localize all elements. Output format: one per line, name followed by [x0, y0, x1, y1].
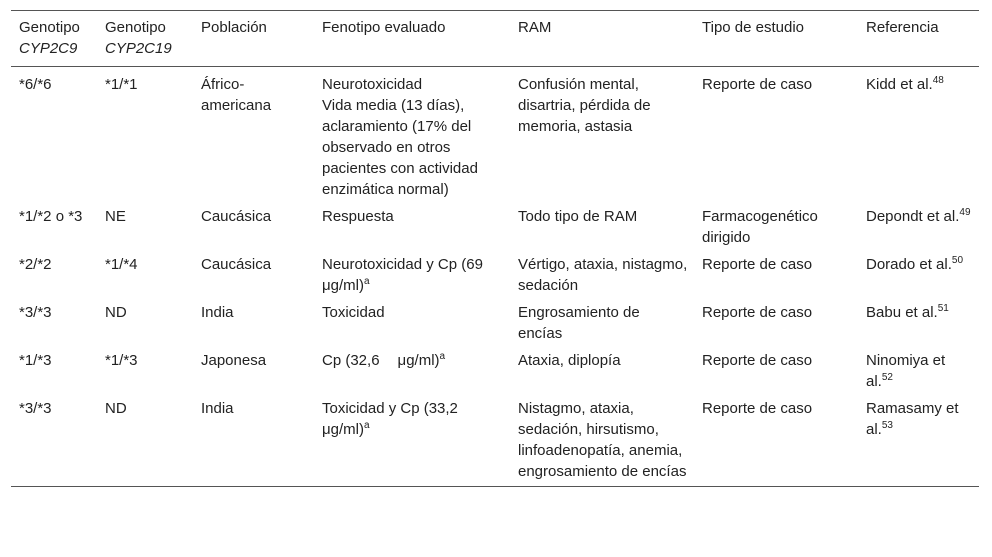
cell-cyp2c19: NE	[105, 208, 126, 225]
cell-tipo-estudio: Farmacogenético dirigido	[702, 208, 818, 246]
cell-referencia: Ninomiya et al.$^{52}$	[866, 352, 946, 390]
cell-ram: Confusión mental, disartria, pérdida de memoria, astasia	[518, 76, 651, 135]
table-row	[11, 297, 979, 345]
cell-cyp2c19: *1/*1	[105, 76, 138, 93]
cell-cyp2c19: *1/*3	[105, 352, 138, 369]
cell-tipo-estudio: Reporte de caso	[702, 76, 813, 93]
cell-cyp2c9: *2/*2	[19, 256, 52, 273]
reference-number: 53	[881, 420, 893, 431]
cell-fenotipo: Neurotoxicidad y Cp $(69\mu g/ml)^a$	[322, 256, 483, 294]
cell-fenotipo: Toxicidad	[322, 304, 385, 321]
cell-cyp2c9: *3/*3	[19, 304, 52, 321]
cell-fenotipo: Cp (32,6 μg/ml)$^a$	[322, 351, 446, 369]
cell-referencia: Depondt et al.$^{49}$	[866, 207, 971, 225]
cell-poblacion: Áfrico-americana	[201, 76, 272, 114]
cell-cyp2c9: *6/*6	[19, 76, 52, 93]
cell-ram: Nistagmo, ataxia, sedación, hirsutismo, linfoadenopatía, anemia, engrosamiento de encías	[518, 400, 687, 480]
cell-cyp2c19: ND	[105, 304, 127, 321]
table-header-row	[11, 11, 979, 67]
cell-tipo-estudio: Reporte de caso	[702, 256, 813, 273]
genotype-phenotype-table	[11, 10, 979, 487]
cell-tipo-estudio: Reporte de caso	[702, 352, 813, 369]
table-row	[11, 67, 979, 202]
cell-cyp2c19: *1/*4	[105, 256, 138, 273]
header-tipo-estudio: Tipo de estudio	[702, 19, 805, 36]
table-row	[11, 393, 979, 487]
cell-cyp2c9: *3/*3	[19, 400, 52, 417]
reference-number: 50	[951, 255, 964, 266]
cell-fenotipo: Neurotoxicidad Vida media (13 días), aclaramiento (17% del observado en otros pacientes con actividad enzimática normal)	[322, 76, 478, 198]
reference-number: 48	[932, 75, 944, 86]
table-row	[11, 249, 979, 297]
header-fenotipo: Fenotipo evaluado	[322, 19, 446, 36]
cell-tipo-estudio: Reporte de caso	[702, 304, 813, 321]
cell-referencia: Babu et al.$^{51}$	[866, 303, 949, 321]
header-poblacion: Población	[201, 19, 267, 36]
footnote-marker: a	[439, 351, 446, 362]
cell-tipo-estudio: Reporte de caso	[702, 400, 813, 417]
reference-number: 51	[937, 303, 949, 314]
cell-ram: Todo tipo de RAM	[518, 208, 638, 225]
reference-number: 52	[881, 372, 893, 383]
cell-poblacion: India	[201, 304, 234, 321]
header-ram: RAM	[518, 19, 552, 36]
reference-number: 49	[959, 207, 971, 218]
cell-ram: Engrosamiento de encías	[518, 304, 640, 342]
footnote-marker: a	[363, 276, 370, 287]
header-referencia: Referencia	[866, 19, 939, 36]
cell-poblacion: Japonesa	[201, 352, 267, 369]
footnote-marker: a	[363, 420, 370, 431]
cell-cyp2c19: ND	[105, 400, 127, 417]
header-cyp2c9: Genotipo CYP2C9	[19, 19, 80, 57]
table-row	[11, 201, 979, 249]
cell-referencia: Dorado et al.$^{50}$	[866, 255, 964, 273]
cell-ram: Vértigo, ataxia, nistagmo, sedación	[518, 256, 688, 294]
cell-cyp2c9: *1/*3	[19, 352, 52, 369]
cell-poblacion: Caucásica	[201, 208, 272, 225]
cell-poblacion: India	[201, 400, 234, 417]
table-row	[11, 345, 979, 393]
cell-poblacion: Caucásica	[201, 256, 272, 273]
cell-referencia: Ramasamy et al.$^{53}$	[866, 400, 959, 438]
cell-fenotipo: Respuesta	[322, 208, 394, 225]
cell-ram: Ataxia, diplopía	[518, 352, 621, 369]
header-cyp2c19: Genotipo CYP2C19	[105, 19, 172, 57]
cell-cyp2c9: *1/*2 o *3	[19, 208, 83, 225]
cell-referencia: Kidd et al.$^{48}$	[866, 75, 944, 93]
cell-fenotipo: Toxicidad y Cp $(33,2\mu g/ml)^a$	[322, 400, 458, 438]
genotype-table-container	[11, 10, 979, 487]
